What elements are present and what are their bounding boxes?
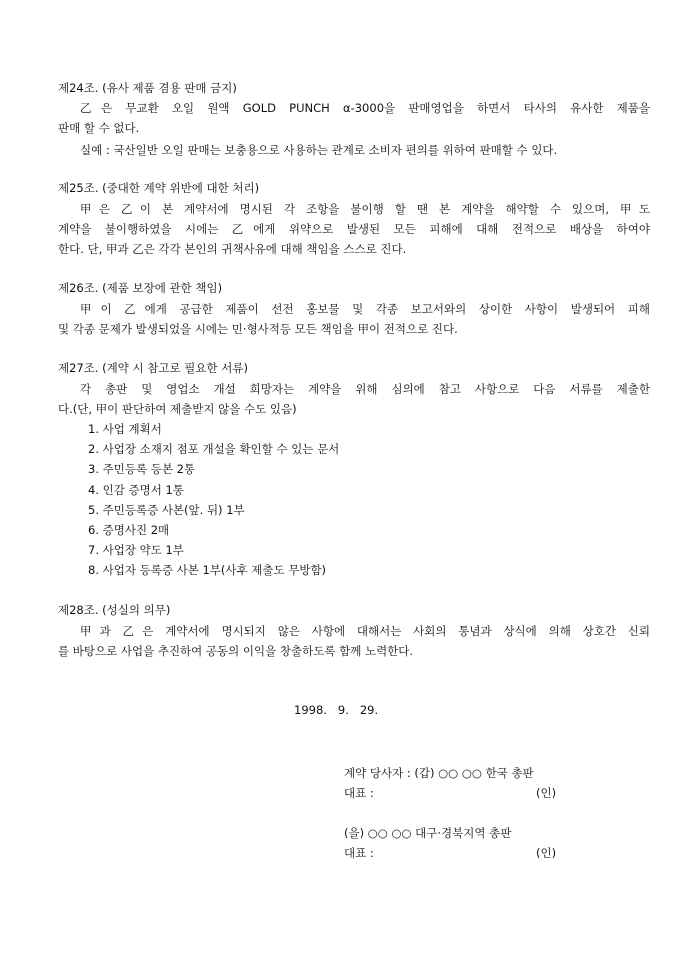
article-28-title: 제28조. (성실의 의무) — [58, 603, 171, 617]
article-27-body-line-1: 각 총판 및 영업소 개설 희망자는 계약을 위해 심의에 참고 사항으로 다음 서류를 제출한 — [80, 382, 650, 396]
article-24-note: 실예 : 국산일반 오일 판매는 보충용으로 사용하는 관계로 소비자 편의를 위하여 판매할 수 있다. — [80, 143, 558, 157]
list-item: 5. 주민등록증 사본(앞. 뒤) 1부 — [88, 503, 245, 517]
party-a-rep-label: 대표 : — [344, 786, 374, 800]
list-item: 4. 인감 증명서 1통 — [88, 483, 184, 497]
list-item: 1. 사업 계획서 — [88, 422, 162, 436]
party-b-seal: (인) — [536, 846, 557, 860]
article-26-body-line-2: 및 각종 문제가 발생되었을 시에는 민·형사적등 모든 책임을 甲이 전적으로 진다. — [58, 322, 458, 336]
article-28-body-line-1: 甲과 乙은 계약서에 명시되지 않은 사항에 대해서는 사회의 통념과 상식에 의해 상호간 신뢰 — [80, 624, 650, 638]
article-27-title: 제27조. (계약 시 참고로 필요한 서류) — [58, 361, 248, 375]
article-25-body-line-3: 한다. 단, 甲과 乙은 각각 본인의 귀책사유에 대해 책임을 스스로 진다. — [58, 242, 407, 256]
party-b-rep-label: 대표 : — [344, 846, 374, 860]
party-b-line: (을) ○○ ○○ 대구·경북지역 총판 — [344, 826, 512, 840]
article-25-title: 제25조. (중대한 계약 위반에 대한 처리) — [58, 181, 260, 195]
article-28-body-line-2: 를 바탕으로 사업을 추진하여 공동의 이익을 창출하도록 함께 노력한다. — [58, 644, 414, 658]
article-25-body-line-2: 계약을 불이행하였을 시에는 乙에게 위약으로 발생된 모든 피해에 대해 전적으로 배상을 하여야 — [58, 222, 650, 236]
article-26-title: 제26조. (제품 보장에 관한 책임) — [58, 281, 223, 295]
article-25-body-line-1: 甲은 乙이 본 계약서에 명시된 각 조항을 불이행 할 땐 본 계약을 해약할 수 있으며, 甲도 — [80, 202, 650, 216]
party-a-seal: (인) — [536, 786, 557, 800]
list-item: 7. 사업장 약도 1부 — [88, 543, 184, 557]
list-item: 3. 주민등록 등본 2통 — [88, 462, 196, 476]
party-a-line: 계약 당사자 : (갑) ○○ ○○ 한국 총판 — [344, 766, 534, 780]
list-item: 8. 사업자 등록증 사본 1부(사후 제출도 무방함) — [88, 563, 327, 577]
article-24-body-line-2: 판매 할 수 없다. — [58, 121, 140, 135]
list-item: 6. 증명사진 2매 — [88, 523, 170, 537]
article-24-title: 제24조. (유사 제품 겸용 판매 금지) — [58, 81, 237, 95]
list-item: 2. 사업장 소재지 점포 개설을 확인할 수 있는 문서 — [88, 442, 340, 456]
article-27-body-line-2: 다.(단, 甲이 판단하여 제출받지 않을 수도 있음) — [58, 402, 297, 416]
contract-date: 1998. 9. 29. — [294, 703, 379, 717]
article-26-body-line-1: 甲이 乙에게 공급한 제품이 선전 홍보물 및 각종 보고서와의 상이한 사항이 발생되어 피해 — [80, 302, 650, 316]
article-24-body-line-1: 乙은 무교환 오일 원액 GOLD PUNCH α-3000을 판매영업을 하면서 타사의 유사한 제품을 — [80, 101, 650, 115]
